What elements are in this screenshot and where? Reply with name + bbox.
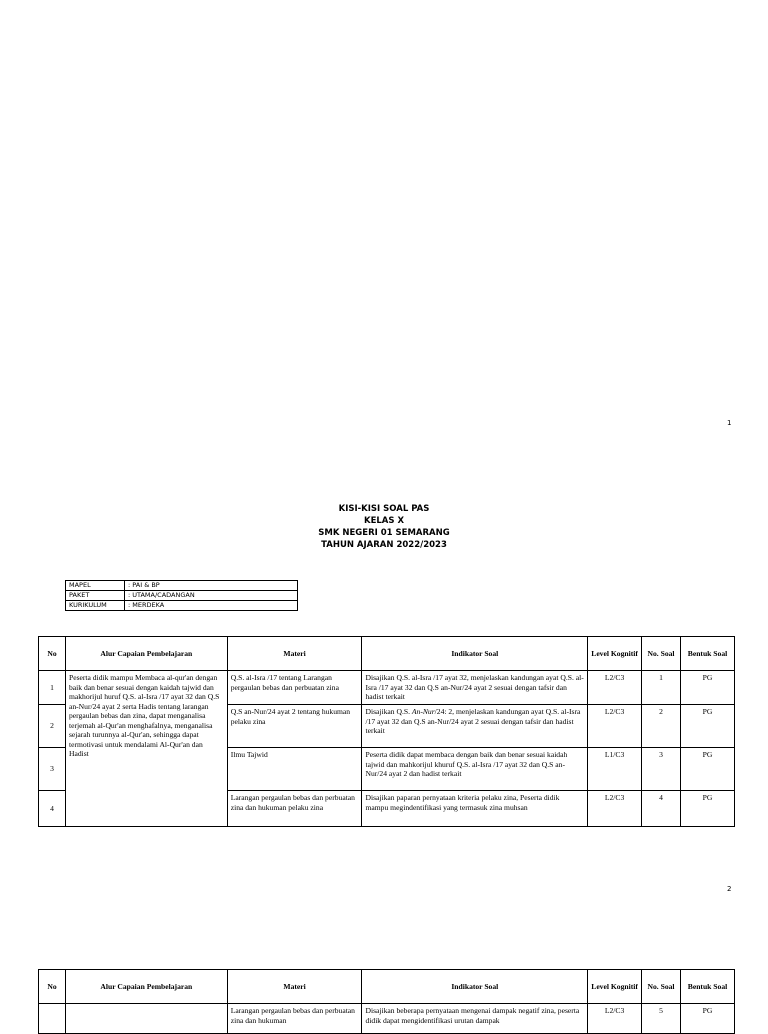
row-no <box>39 1004 66 1034</box>
materi-cell: Q.S an-Nur/24 ayat 2 tentang hukuman pelaku zina <box>227 705 362 748</box>
title-line: TAHUN AJARAN 2022/2023 <box>321 540 447 550</box>
bentuk-cell: PG <box>681 671 735 705</box>
header-row <box>39 637 735 671</box>
no-soal-cell: 2 <box>642 705 681 748</box>
header-indikator: Indikator Soal <box>362 637 588 671</box>
meta-row <box>66 581 298 591</box>
meta-value: : MERDEKA <box>125 601 298 611</box>
materi-cell: Ilmu Tajwid <box>227 748 362 791</box>
header-alur: Alur Capaian Pembelajaran <box>65 970 227 1004</box>
meta-label: PAKET <box>66 591 125 601</box>
meta-value: : PAI & BP <box>125 581 298 591</box>
alur-capaian-cell <box>65 1004 227 1034</box>
row-no: 3 <box>39 748 66 791</box>
row-no: 2 <box>39 705 66 748</box>
indikator-cell: Peserta didik dapat membaca dengan baik dan benar sesuai kaidah tajwid dan mahkorijul khuruf Q.S. al-Isra /17 ayat 32 dan Q.S an-Nur/24 ayat 2 dan hadist terkait <box>362 748 588 791</box>
indikator-text: Disajikan Q.S. <box>365 707 412 716</box>
indikator-cell: Disajikan paparan pernyataan kriteria pelaku zina, Peserta didik mampu megindentifikasi yang termasuk zina muhsan <box>362 791 588 827</box>
materi-cell: Q.S. al-Isra /17 tentang Larangan pergaulan bebas dan perbuatan zina <box>227 671 362 705</box>
bentuk-cell: PG <box>681 1004 735 1034</box>
no-soal-cell: 3 <box>642 748 681 791</box>
indikator-cell: Disajikan beberapa pernyataan mengenai dampak negatif zina, peserta didik dapat mengidentifikasi urutan dampak <box>362 1004 588 1034</box>
level-cell: L1/C3 <box>588 748 642 791</box>
row-no: 4 <box>39 791 66 827</box>
indikator-cell: Disajikan Q.S. al-Isra /17 ayat 32, menjelaskan kandungan ayat Q.S. al-Isra /17 ayat 32 dan Q.S an-Nur/24 ayat 2 sesuai dengan tafsir dan hadist terkait <box>362 671 588 705</box>
header-no: No <box>39 637 66 671</box>
kisi-kisi-table-page-2 <box>38 969 735 1034</box>
header-materi: Materi <box>227 970 362 1004</box>
table-row <box>39 671 735 705</box>
header-level: Level Kognitif <box>588 637 642 671</box>
level-cell: L2/C3 <box>588 1004 642 1034</box>
bentuk-cell: PG <box>681 705 735 748</box>
page-number: 1 <box>727 419 732 427</box>
alur-capaian-cell: Peserta didik mampu Membaca al-qur'an dengan baik dan benar sesuai dengan kaidah tajwid dan makhorijul huruf Q.S. al-Isra /17 ayat 32 dan Q.S an-Nur/24 ayat 2 serta Hadis tentang larangan pergaulan bebas dan zina, dapat menganalisa terjemah al-Qur'an menghafalnya, menganalisa sejarah turunnya al-Qur'an, sehingga dapat termotivasi untuk mendalami Al-Qur'an dan Hadist <box>65 671 227 827</box>
materi-cell: Larangan pergaulan bebas dan perbuatan zina dan hukuman <box>227 1004 362 1034</box>
meta-label: KURIKULUM <box>66 601 125 611</box>
header-row <box>39 970 735 1004</box>
header-indikator: Indikator Soal <box>362 970 588 1004</box>
indikator-text: /24: 2, menjelaskan kandungan ayat Q.S. al-Isra /17 ayat 32 dan Q.S an-Nur/24 ayat 2 sesuai dengan tafsir dan hadist terkait <box>365 707 581 735</box>
level-cell: L2/C3 <box>588 791 642 827</box>
document-title <box>0 503 768 551</box>
bentuk-cell: PG <box>681 791 735 827</box>
indikator-cell <box>362 705 588 748</box>
table-row <box>39 1004 735 1034</box>
surah-name: An-Nur <box>411 707 435 716</box>
level-cell: L2/C3 <box>588 705 642 748</box>
no-soal-cell: 4 <box>642 791 681 827</box>
no-soal-cell: 1 <box>642 671 681 705</box>
materi-cell: Larangan pergaulan bebas dan perbuatan zina dan hukuman pelaku zina <box>227 791 362 827</box>
header-no: No <box>39 970 66 1004</box>
no-soal-cell: 5 <box>642 1004 681 1034</box>
bentuk-cell: PG <box>681 748 735 791</box>
title-line: KELAS X <box>363 516 405 526</box>
header-bentuk: Bentuk Soal <box>681 637 735 671</box>
header-no-soal: No. Soal <box>642 637 681 671</box>
meta-row <box>66 591 298 601</box>
header-alur: Alur Capaian Pembelajaran <box>65 637 227 671</box>
page-number: 2 <box>727 885 732 893</box>
header-level: Level Kognitif <box>588 970 642 1004</box>
kisi-kisi-table <box>38 636 735 827</box>
title-line: SMK NEGERI 01 SEMARANG <box>318 528 450 538</box>
level-cell: L2/C3 <box>588 671 642 705</box>
meta-label: MAPEL <box>66 581 125 591</box>
meta-row <box>66 601 298 611</box>
title-line: KISI-KISI SOAL PAS <box>338 504 430 514</box>
row-no: 1 <box>39 671 66 705</box>
header-materi: Materi <box>227 637 362 671</box>
meta-value: : UTAMA/CADANGAN <box>125 591 298 601</box>
header-no-soal: No. Soal <box>642 970 681 1004</box>
header-bentuk: Bentuk Soal <box>681 970 735 1004</box>
meta-table <box>65 580 298 611</box>
